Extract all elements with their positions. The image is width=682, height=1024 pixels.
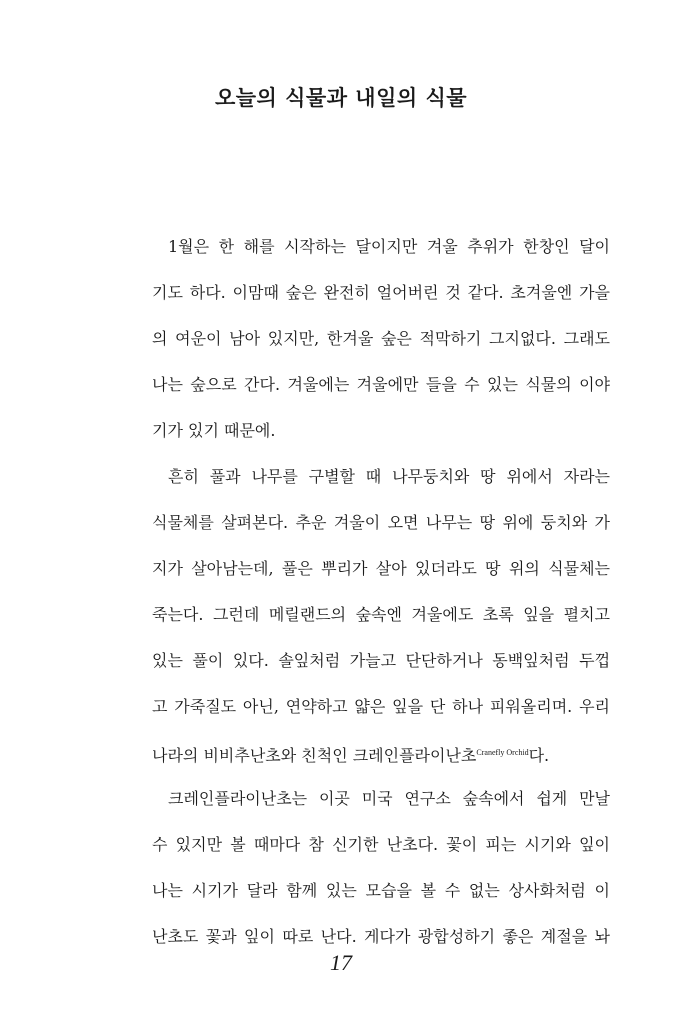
text-line: 나는 숲으로 간다. 겨울에는 겨울에만 들을 수 있는 식물의 이야 <box>152 375 610 394</box>
text-line: 있는 풀이 있다. 솔잎처럼 가늘고 단단하거나 동백잎처럼 두껍 <box>152 651 610 670</box>
text-line: 1월은 한 해를 시작하는 달이지만 겨울 추위가 한창인 달이 <box>168 237 610 256</box>
text-line: 흔히 풀과 나무를 구별할 때 나무둥치와 땅 위에서 자라는 <box>168 467 610 486</box>
text-line: 죽는다. 그런데 메릴랜드의 숲속엔 겨울에도 초록 잎을 펼치고 <box>152 605 610 624</box>
text-line: 나는 시기가 달라 함께 있는 모습을 볼 수 없는 상사화처럼 이 <box>152 881 610 900</box>
text-line: 의 여운이 남아 있지만, 한겨울 숲은 적막하기 그지없다. 그래도 <box>152 329 610 348</box>
text-line: 수 있지만 볼 때마다 참 신기한 난초다. 꽃이 피는 시기와 잎이 <box>152 835 610 854</box>
text-span: 다. <box>528 746 550 765</box>
english-name-superscript: Cranefly Orchid <box>476 748 529 757</box>
page-number: 17 <box>330 950 352 975</box>
text-span: 나라의 비비추난초와 친척인 크레인플라이난초 <box>152 746 477 765</box>
chapter-title: 오늘의 식물과 내일의 식물 <box>214 86 468 110</box>
text-line: 기도 하다. 이맘때 숲은 완전히 얼어버린 것 같다. 초겨울엔 가을 <box>152 283 610 302</box>
text-line: 지가 살아남는데, 풀은 뿌리가 살아 있더라도 땅 위의 식물체는 <box>152 559 610 578</box>
body-text <box>152 232 610 968</box>
text-line: 크레인플라이난초는 이곳 미국 연구소 숲속에서 쉽게 만날 <box>168 789 610 808</box>
text-line <box>152 738 610 784</box>
text-line: 식물체를 살펴본다. 추운 겨울이 오면 나무는 땅 위에 둥치와 가 <box>152 513 610 532</box>
text-line: 고 가죽질도 아닌, 연약하고 얇은 잎을 단 하나 피워올리며. 우리 <box>152 697 610 716</box>
text-line: 기가 있기 때문에. <box>152 421 276 440</box>
text-line: 난초도 꽃과 잎이 따로 난다. 게다가 광합성하기 좋은 계절을 놔 <box>152 927 610 946</box>
